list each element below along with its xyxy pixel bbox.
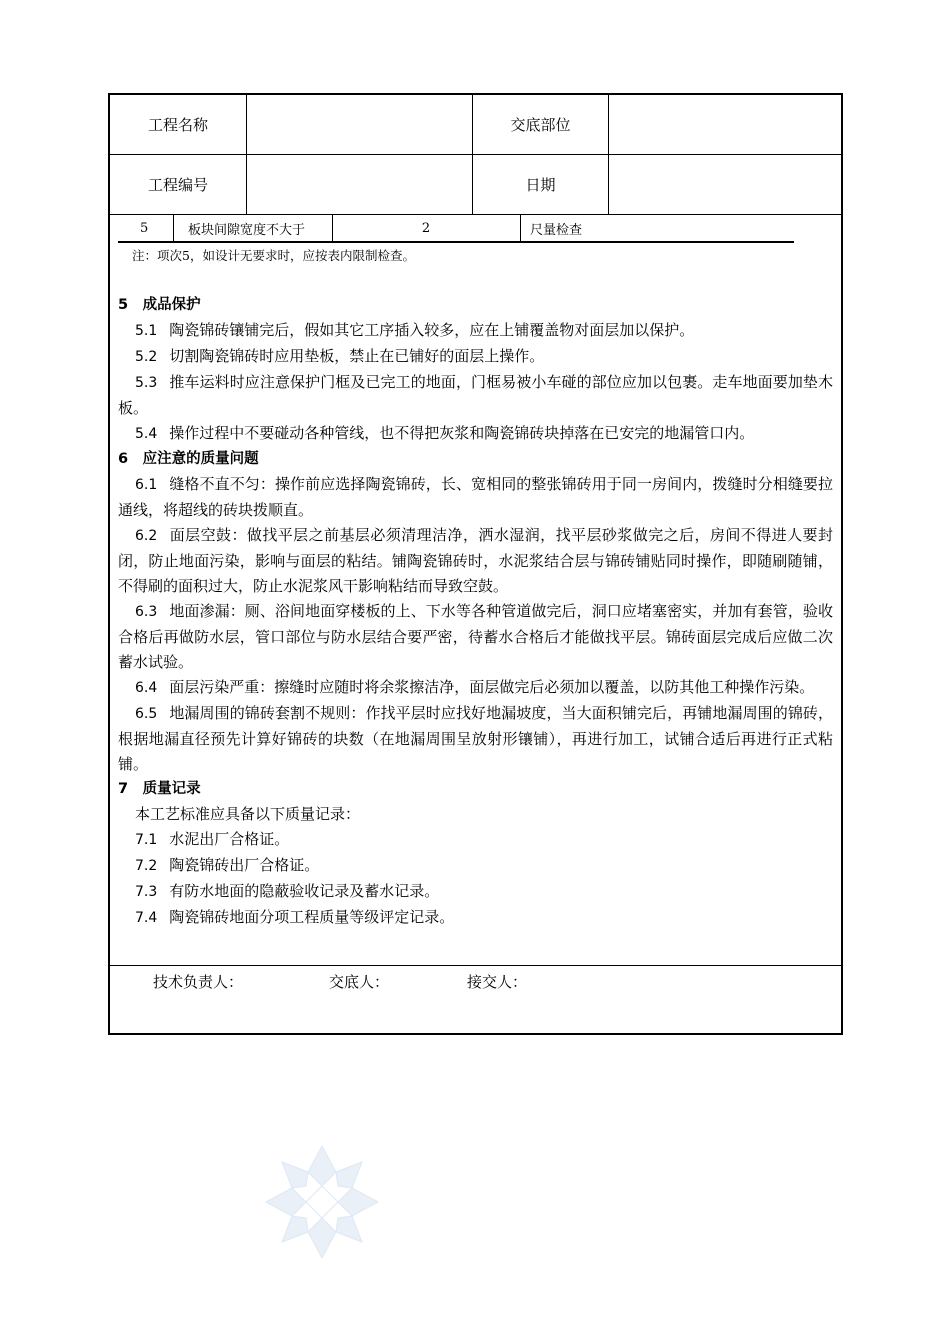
- project-no-field[interactable]: [247, 155, 472, 214]
- item-7-3: [118, 879, 833, 905]
- item-number: 6.5: [135, 706, 158, 722]
- item-text: 面层污染严重：擦缝时应随时将余浆擦洁净，面层做完后必须加以覆盖，以防其他工种操作污染。: [169, 678, 815, 696]
- presenter-signature: 交底人：: [329, 973, 390, 991]
- header-vline-2: [472, 95, 473, 214]
- location-label: 交底部位: [510, 116, 571, 134]
- item-text: 缝格不直不匀：操作前应选择陶瓷锦砖，长、宽相同的整张锦砖用于同一房间内，拨缝时分相缝要拉通线，将超线的砖块拨顺直。: [118, 475, 833, 519]
- item-6-1: [118, 472, 833, 523]
- item-text: 陶瓷锦砖镶铺完后，假如其它工序插入较多，应在上铺覆盖物对面层加以保护。: [169, 321, 695, 339]
- item-6-3: [118, 599, 833, 675]
- item-text: 地面渗漏：厕、浴间地面穿楼板的上、下水等各种管道做完后，洞口应堵塞密实，并加有套管，验收合格后再做防水层，管口部位与防水层结合要严密，待蓄水合格后才能做找平层。锦砖面层完成后应做二次蓄水试验。: [118, 602, 833, 671]
- item-number: 6.3: [135, 604, 158, 620]
- item-number: 6.1: [135, 477, 158, 493]
- inspection-table-row: [118, 215, 794, 241]
- header-vline-3: [608, 95, 609, 214]
- item-5-4: [118, 421, 833, 447]
- location-field[interactable]: [609, 95, 841, 154]
- row-sep-1: [173, 215, 174, 241]
- project-name-label: 工程名称: [147, 116, 208, 134]
- item-text: 切割陶瓷锦砖时应用垫板，禁止在已铺好的面层上操作。: [169, 347, 545, 365]
- signature-divider: [110, 965, 841, 966]
- date-field[interactable]: [609, 155, 841, 214]
- document-frame: [108, 93, 843, 1035]
- body-text: [118, 293, 833, 931]
- item-number: 7.4: [135, 910, 158, 926]
- item-text: 操作过程中不要碰动各种管线，也不得把灰浆和陶瓷锦砖块掉落在已安完的地漏管口内。: [169, 424, 755, 442]
- row-bottom-rule: [118, 241, 794, 243]
- section-7-intro: 本工艺标准应具备以下质量记录：: [135, 805, 361, 823]
- item-text: 面层空鼓：做找平层之前基层必须清理洁净，洒水湿润，找平层砂浆做完之后，房间不得进人要封闭，防止地面污染，影响与面层的粘结。铺陶瓷锦砖时，水泥浆结合层与锦砖铺贴同时操作，即随刷随铺，不得刷的面积过大，防止水泥浆风干影响粘结而导致空鼓。: [118, 526, 833, 595]
- row-method: 尺量检查: [530, 222, 583, 238]
- section-5-title: 5 成品保护: [118, 297, 201, 313]
- header-vline-1: [246, 95, 247, 214]
- table-note: 注：项次5，如设计无要求时，应按表内限制检查。: [132, 248, 415, 263]
- project-no-label: 工程编号: [147, 176, 208, 194]
- item-text: 水泥出厂合格证。: [169, 830, 290, 848]
- item-number: 5.3: [135, 375, 158, 391]
- header-row-1: [110, 95, 841, 154]
- item-5-1: [118, 318, 833, 344]
- row-sep-3: [520, 215, 521, 241]
- item-6-2: [118, 523, 833, 599]
- item-text: 推车运料时应注意保护门框及已完工的地面，门框易被小车碰的部位应加以包裹。走车地面要加垫木板。: [118, 373, 833, 417]
- snowflake-logo-icon: [262, 1142, 382, 1262]
- tech-lead-signature: 技术负责人：: [153, 973, 244, 991]
- item-6-4: [118, 675, 833, 701]
- project-name-field[interactable]: [247, 95, 472, 154]
- section-7-title: 7 质量记录: [118, 781, 201, 797]
- item-number: 7.1: [135, 832, 158, 848]
- item-number: 5.1: [135, 323, 158, 339]
- item-7-1: [118, 827, 833, 853]
- item-text: 陶瓷锦砖地面分项工程质量等级评定记录。: [169, 908, 455, 926]
- item-text: 陶瓷锦砖出厂合格证。: [169, 856, 320, 874]
- section-6-title: 6 应注意的质量问题: [118, 451, 259, 467]
- item-number: 5.2: [135, 349, 158, 365]
- item-7-2: [118, 853, 833, 879]
- row-value: 2: [421, 220, 431, 236]
- item-number: 7.3: [135, 884, 158, 900]
- item-6-5: [118, 701, 833, 777]
- item-number: 7.2: [135, 858, 158, 874]
- item-text: 有防水地面的隐蔽验收记录及蓄水记录。: [169, 882, 440, 900]
- row-item: 板块间隙宽度不大于: [188, 222, 306, 238]
- item-number: 6.4: [135, 680, 158, 696]
- item-number: 6.2: [135, 528, 158, 544]
- item-5-3: [118, 370, 833, 421]
- item-5-2: [118, 344, 833, 370]
- item-text: 地漏周围的锦砖套割不规则：作找平层时应找好地漏坡度，当大面积铺完后，再铺地漏周围的锦砖，根据地漏直径预先计算好锦砖的块数（在地漏周围呈放射形镶铺），再进行加工，试铺合适后再进行正式粘铺。: [118, 704, 833, 773]
- receiver-signature: 接交人：: [467, 973, 528, 991]
- item-7-4: [118, 905, 833, 931]
- item-number: 5.4: [135, 426, 158, 442]
- date-label: 日期: [525, 176, 556, 194]
- row-index: 5: [140, 220, 149, 236]
- header-row-2: [110, 155, 841, 214]
